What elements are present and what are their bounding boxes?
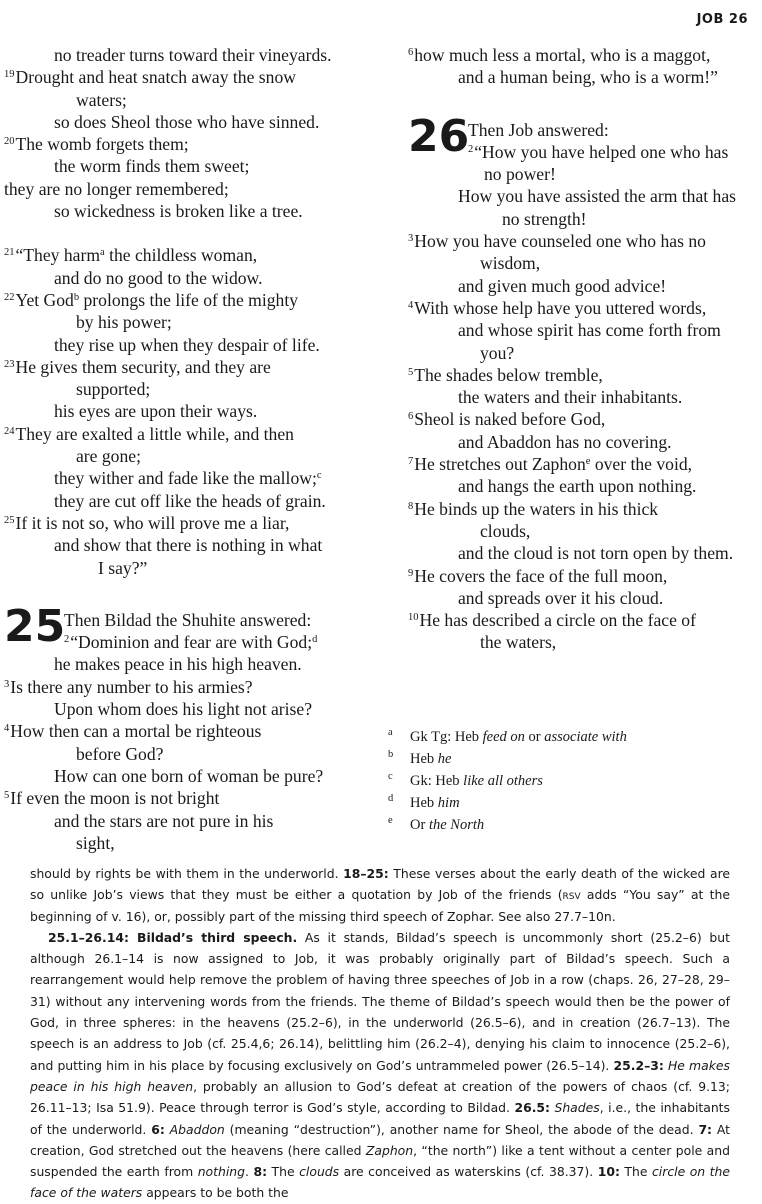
left-column	[4, 44, 376, 854]
commentary-ref: 25.2–3:	[613, 1057, 664, 1073]
verse-line	[4, 787, 376, 809]
footnote-plain: Or	[410, 817, 429, 833]
verse-text: the waters and their inhabitants.	[458, 387, 683, 408]
verse-line	[408, 453, 758, 475]
verse-line	[4, 400, 376, 422]
verse-text: waters;	[76, 89, 127, 110]
verse-line: no power!	[484, 164, 556, 185]
verse-line: Then Bildad the Shuhite answered:	[64, 609, 312, 630]
verse-text: so does Sheol those who have sinned.	[54, 111, 320, 132]
verse-text: his eyes are upon their ways.	[54, 401, 258, 422]
verse-text: prolongs the life of the mighty	[79, 289, 299, 310]
commentary-text: are conceived as waterskins (cf. 38.37).	[339, 1164, 598, 1180]
footnote-marker: d	[312, 634, 318, 646]
footnote-letter: a	[388, 727, 393, 738]
verse-text: the waters,	[480, 632, 557, 653]
verse-text: “How you have helped one who has	[474, 141, 729, 162]
verse-text: How can one born of woman be pure?	[54, 765, 324, 786]
verse-line	[4, 178, 376, 200]
verse-line	[4, 698, 376, 720]
footnote-marker: e	[585, 456, 591, 468]
footnote-text	[410, 770, 543, 792]
verse-text: He stretches out Zaphon	[414, 454, 586, 475]
commentary-quote: Shades	[549, 1100, 600, 1116]
verse-text: He covers the face of the full moon,	[414, 565, 668, 586]
verse-line	[408, 230, 758, 252]
verse-text: so wickedness is broken like a tree.	[54, 201, 303, 222]
verse-text: and spreads over it his cloud.	[458, 587, 664, 608]
verse-text: he makes peace in his high heaven.	[54, 654, 302, 675]
verse-line	[408, 44, 758, 66]
commentary-text: At creation, God stretched out the heavens (here called	[30, 1121, 730, 1158]
verse-text: over the void,	[590, 454, 693, 475]
footnote	[388, 792, 627, 814]
verse-line	[4, 334, 376, 356]
verse-line	[408, 364, 758, 386]
commentary-quote: clouds	[299, 1164, 340, 1180]
verse-number: 23	[4, 358, 15, 370]
verse-line	[4, 676, 376, 698]
verse-number: 22	[4, 291, 15, 303]
verse-line	[4, 44, 376, 66]
verse-number: 2	[64, 634, 70, 646]
verse-line	[408, 386, 758, 408]
commentary-paragraph	[30, 927, 730, 1204]
commentary-text: The	[267, 1164, 300, 1180]
verse-text: sight,	[76, 832, 115, 853]
verse-number: 7	[408, 456, 414, 468]
commentary-text: These verses about the early death of the wicked are so unlike Job’s views that they must be either a quotation by Job of the friends (	[30, 866, 731, 903]
verse-text: Sheol is naked before God,	[414, 409, 606, 430]
footnote-text	[410, 814, 484, 836]
verse-line	[408, 319, 758, 341]
footnote	[388, 748, 627, 770]
verse-number: 3	[408, 233, 414, 245]
footnote-italic: like all others	[463, 773, 543, 789]
commentary-ref: 6:	[151, 1121, 165, 1137]
verse-text: He gives them security, and they are	[15, 356, 271, 377]
verse-text: and hangs the earth upon nothing.	[458, 476, 697, 497]
verse-number: 5	[4, 790, 10, 802]
commentary-text: (meaning “destruction”), another name for Sheol, the abode of the dead.	[224, 1121, 699, 1137]
running-head: JOB 26	[696, 12, 748, 27]
commentary-ref: 7:	[698, 1121, 713, 1137]
commentary-text: .	[245, 1164, 254, 1180]
footnote-text	[410, 748, 451, 770]
verse-number: 19	[4, 69, 15, 81]
verse-line	[408, 565, 758, 587]
verse-text: Yet God	[15, 289, 74, 310]
footnote	[388, 814, 627, 836]
footnote-plain: Gk Tg: Heb	[410, 729, 483, 745]
verse-line: Then Job answered:	[468, 119, 609, 140]
commentary-text: , probably an allusion to God’s defeat at creation of the powers of chaos (cf. 9.13; 26.11–13; Isa 51.9). Peace through terror is God’s style, according to Bildad.	[30, 1078, 730, 1116]
verse-number: 25	[4, 514, 15, 526]
verse-line	[4, 445, 376, 467]
verse-line	[408, 66, 758, 88]
commentary-text: The	[619, 1164, 652, 1180]
verse-text: before God?	[76, 743, 164, 764]
verse-text: and whose spirit has come forth from	[458, 320, 721, 341]
commentary-quote: Zaphon	[365, 1142, 414, 1158]
verse-number: 6	[408, 47, 414, 58]
commentary-quote: Abaddon	[164, 1121, 225, 1137]
footnote-plain: or	[524, 729, 545, 745]
footnote-letter: b	[388, 749, 394, 760]
commentary-text: , “the north”) like a tent without a center pole and suspended the earth from	[30, 1142, 730, 1180]
verse-line	[4, 765, 376, 787]
commentary	[30, 863, 730, 1204]
verse-line	[4, 66, 376, 88]
verse-number: 4	[408, 299, 414, 311]
verse-text: Is there any number to his armies?	[10, 676, 253, 697]
verse-line	[4, 467, 376, 489]
verse-text: no strength!	[502, 208, 587, 229]
verse-text: by his power;	[76, 312, 172, 333]
verse-text: are gone;	[76, 446, 141, 467]
verse-line	[4, 133, 376, 155]
verse-text: and the cloud is not torn open by them.	[458, 543, 734, 564]
verse-text: and the stars are not pure in his	[54, 810, 274, 831]
verse-text: no treader turns toward their vineyards.	[54, 45, 332, 65]
commentary-abbrev: rsv	[562, 887, 581, 903]
verse-number: 2	[468, 143, 474, 155]
verse-line	[4, 743, 376, 765]
commentary-paragraph	[30, 863, 730, 927]
footnote-marker: b	[73, 291, 80, 303]
verse-text: If it is not so, who will prove me a liar,	[15, 512, 290, 533]
verse-text: How you have counseled one who has no	[414, 231, 706, 252]
verse-text: Upon whom does his light not arise?	[54, 699, 313, 720]
verse-line	[4, 356, 376, 378]
footnote-italic: the North	[428, 817, 485, 833]
commentary-heading: 25.1–26.14: Bildad’s third speech.	[48, 929, 298, 945]
verse-line	[4, 267, 376, 289]
verse-number: 4	[4, 723, 10, 735]
verse-text: He has described a circle on the face of	[419, 610, 696, 631]
verse-text: and a human being, who is a worm!”	[458, 67, 718, 88]
verse-line	[408, 609, 758, 631]
verse-text: How you have assisted the arm that has	[458, 186, 737, 207]
verse-line	[4, 720, 376, 742]
verse-text: Drought and heat snatch away the snow	[15, 67, 296, 88]
commentary-text: should by rights be with them in the underworld.	[30, 866, 344, 881]
verse-line	[408, 475, 758, 497]
footnote	[388, 726, 627, 748]
chapter-number: 26	[408, 110, 470, 162]
verse-text: I say?”	[98, 557, 148, 578]
commentary-ref: 26.5:	[514, 1100, 550, 1116]
verse-number: 20	[4, 136, 15, 148]
verse-line	[408, 208, 758, 230]
verse-text: and do no good to the widow.	[54, 267, 263, 288]
verse-line	[4, 378, 376, 400]
footnote-italic: feed on	[482, 729, 525, 745]
verse-number: 21	[4, 247, 15, 259]
commentary-text: , i.e., the inhabitants of the underworld.	[30, 1100, 731, 1137]
verse-text: they wither and fade like the mallow;	[54, 468, 317, 489]
chapter-26	[408, 110, 758, 654]
footnote-plain: Heb	[410, 795, 438, 811]
chapter-26-lines	[408, 185, 758, 653]
verse-number: 9	[408, 567, 414, 579]
verse-line	[408, 297, 758, 319]
verse-text: and show that there is nothing in what	[54, 535, 323, 556]
footnote	[388, 770, 627, 792]
verse-block-24-21-25	[4, 244, 376, 578]
verse-text: the worm finds them sweet;	[54, 156, 250, 177]
footnote-italic: he	[437, 751, 452, 767]
verse-line	[408, 185, 758, 207]
commentary-quote: nothing	[197, 1164, 245, 1180]
footnote-letter: c	[388, 771, 393, 782]
chapter-number: 25	[4, 600, 66, 652]
verse-block-24-19-20	[4, 44, 376, 222]
verse-text: He binds up the waters in his thick	[414, 498, 659, 519]
footnote-letter: e	[388, 815, 393, 826]
commentary-quote: He makes peace in his high heaven	[30, 1057, 730, 1094]
commentary-ref: 18–25:	[343, 866, 389, 881]
verse-line	[4, 155, 376, 177]
verse-line	[408, 342, 758, 364]
verse-text: “They harm	[15, 245, 101, 266]
verse-text: and Abaddon has no covering.	[458, 431, 672, 452]
verse-line	[4, 832, 376, 854]
commentary-text: adds “You say” at the beginning of v. 16), or, possibly part of the missing third speech of Zophar. See also 27.7–10n.	[30, 887, 730, 924]
verse-line	[408, 252, 758, 274]
verse-text: you?	[480, 342, 515, 363]
right-column	[408, 44, 758, 654]
verse-line	[4, 423, 376, 445]
footnote-marker: c	[316, 470, 322, 482]
verse-number: 10	[408, 612, 419, 624]
verse-line	[4, 200, 376, 222]
commentary-text: As it stands, Bildad’s speech is uncommonly short (25.2–6) but although 26.1–14 is now assigned to Job, it was probably originally part of Bildad’s speech. Such a rearrangement would help remove the problem of having three speeches of Job in a row (chaps. 26, 27–28, 29–31) without any intervening words from the friends. The theme of Bildad’s speech would then be the power of God, in three spheres: in the heavens (25.2–6), in the underworld (26.5–6), and in creation (26.7–13). The speech is an address to Job (cf. 25.4,6; 26.14), belittling him (26.2–4), denying his claim to innocence (25.2–6), and putting him in his place by focusing exclusively on God’s untrammeled power (26.5–14).	[30, 929, 731, 1073]
verse-text: They are exalted a little while, and then	[15, 423, 294, 444]
commentary-quote: circle on the face of the waters	[30, 1164, 730, 1201]
verse-line	[4, 89, 376, 111]
verse-line	[4, 289, 376, 311]
verse-line	[4, 810, 376, 832]
verse-text: “Dominion and fear are with God;	[70, 632, 313, 653]
verse-line	[4, 653, 376, 675]
verse-number: 3	[4, 678, 10, 690]
verse-line	[408, 631, 758, 653]
verse-line	[408, 498, 758, 520]
verse-line	[408, 542, 758, 564]
footnote-plain: Heb	[410, 751, 438, 767]
verse-number: 8	[408, 500, 414, 512]
footnotes	[388, 726, 627, 836]
verse-text: and given much good advice!	[458, 275, 667, 296]
footnote-text	[410, 792, 460, 814]
verse-line	[4, 490, 376, 512]
verse-text: they rise up when they despair of life.	[54, 334, 320, 355]
verse-line	[4, 244, 376, 266]
stanza-gap	[4, 222, 376, 244]
footnote-plain: Gk: Heb	[410, 773, 464, 789]
verse-number: 24	[4, 425, 15, 437]
verse-text: clouds,	[480, 520, 531, 541]
verse-text: they are cut off like the heads of grain.	[54, 490, 326, 511]
chapter-25	[4, 600, 376, 854]
verse-text: The womb forgets them;	[15, 134, 189, 155]
verse-line	[408, 431, 758, 453]
verse-text: How then can a mortal be righteous	[10, 721, 262, 742]
verse-text: The shades below tremble,	[414, 364, 603, 385]
footnote-letter: d	[388, 793, 394, 804]
verse-number: 5	[408, 366, 414, 378]
footnote-marker: a	[100, 247, 105, 259]
verse-text: If even the moon is not bright	[10, 788, 220, 809]
verse-line	[4, 557, 376, 579]
chapter-25-lines	[4, 653, 376, 854]
footnote-italic: associate with	[544, 729, 627, 745]
verse-text: With whose help have you uttered words,	[414, 297, 707, 318]
verse-block-25-6	[408, 44, 758, 89]
verse-line	[408, 520, 758, 542]
verse-line	[4, 534, 376, 556]
commentary-ref: 8:	[253, 1164, 268, 1180]
verse-text: they are no longer remembered;	[4, 178, 229, 199]
footnote-text	[410, 726, 627, 748]
verse-number: 6	[408, 411, 414, 423]
verse-text: wisdom,	[480, 253, 541, 274]
verse-line	[408, 408, 758, 430]
verse-line	[4, 311, 376, 333]
commentary-ref: 10:	[597, 1164, 620, 1180]
verse-text: supported;	[76, 379, 151, 400]
verse-line	[4, 512, 376, 534]
verse-text: the childless woman,	[104, 245, 258, 266]
footnote-italic: him	[437, 795, 460, 811]
verse-line	[408, 275, 758, 297]
commentary-text: appears to be both the	[142, 1185, 289, 1201]
verse-line	[4, 111, 376, 133]
verse-text: how much less a mortal, who is a maggot,	[414, 45, 711, 65]
verse-line	[408, 587, 758, 609]
